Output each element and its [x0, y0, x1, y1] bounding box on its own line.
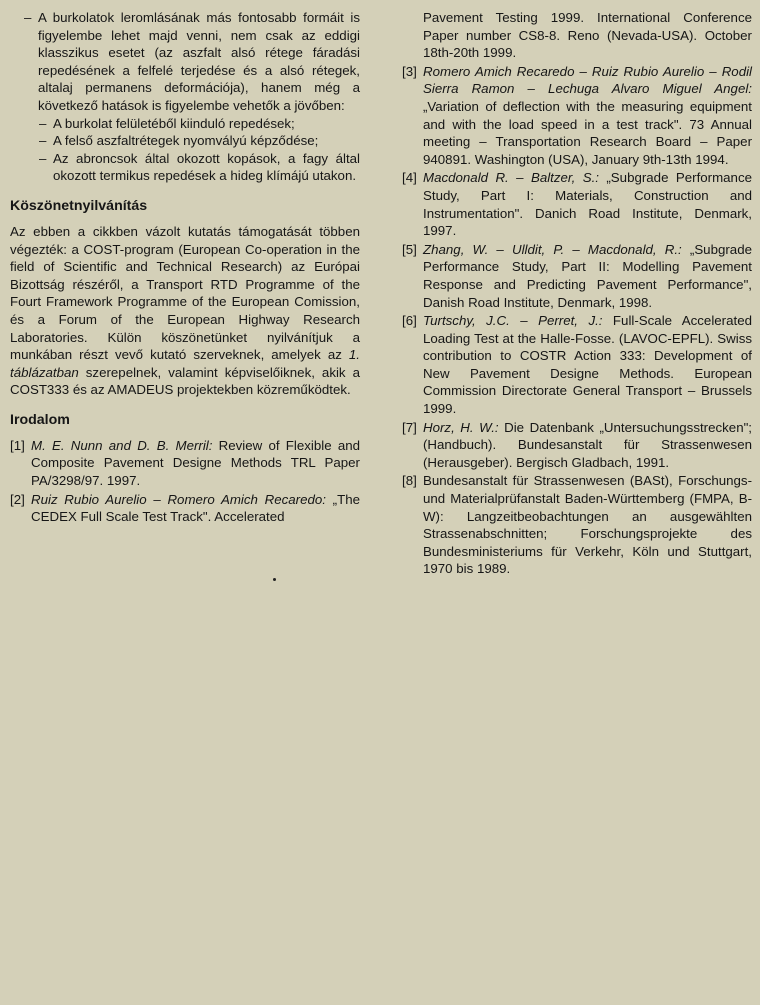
reference-continuation: Pavement Testing 1999. International Conference Paper number CS8-8. Reno (Nevada-USA). October 18th-20th 1999.	[423, 10, 752, 61]
reference-number: [1]	[10, 437, 25, 453]
reference-item	[402, 312, 752, 418]
reference-text: Review of Flexible and Composite Pavement Designe Methods TRL Paper PA/3298/97. 1997.	[31, 437, 361, 489]
reference-text: „Subgrade Performance Study, Part I: Materials, Construction and Instrumentation". Danich Road Institute, Denmark, 1997.	[423, 170, 752, 239]
sub-list-item: – A burkolat felületéből kiinduló repedések;	[10, 115, 360, 133]
left-column	[10, 9, 360, 527]
reference-item	[402, 241, 752, 311]
reference-number: [3]	[402, 63, 417, 79]
acknowledgements-text	[10, 223, 360, 399]
reference-authors: M. E. Nunn and D. B. Merril:	[31, 437, 213, 453]
reference-text: „Subgrade Performance Study, Part II: Modelling Pavement Response and Predicting Pavement Performance", Danish Road Institute, Denmark, 1998.	[423, 241, 752, 310]
reference-item	[402, 169, 752, 239]
reference-text: Bundesanstalt für Strassenwesen (BASt), Forschungs- und Materialprüfanstalt Baden-Württemberg (FMPA, B-W): Langzeitbeobachtungen an ausgewählten Strassenabschnitten; Forschungsprojekte des Bundesministeriums für Verkehr, Köln und Stuttgart, 1970 bis 1989.	[423, 473, 752, 577]
reference-authors: Turtschy, J.C. – Perret, J.:	[423, 313, 603, 329]
references-heading: Irodalom	[10, 411, 70, 428]
reference-number: [4]	[402, 170, 417, 186]
reference-text: „The CEDEX Full Scale Test Track". Accelerated	[31, 491, 360, 525]
reference-number: [6]	[402, 313, 417, 329]
ack-text-part: szerepelnek, valamint képviselőiknek, akik a COST333 és az AMADEUS projektekben közreműködtek.	[10, 364, 360, 398]
reference-item	[402, 63, 752, 169]
reference-item	[402, 419, 752, 472]
sub-list-item: – A felső aszfaltrétegek nyomvályú képződése;	[10, 132, 360, 150]
stray-dot	[273, 578, 276, 581]
ack-italic-ref: 1. táblázatban	[10, 347, 360, 380]
reference-authors: Ruiz Rubio Aurelio – Romero Amich Recaredo:	[31, 491, 326, 507]
sub-list-item: – Az abroncsok által okozott kopások, a fagy által okozott termikus repedések a hideg klímájú utakon.	[10, 150, 360, 185]
reference-number: [5]	[402, 241, 417, 257]
reference-authors: Macdonald R. – Baltzer, S.:	[423, 170, 599, 186]
reference-item	[10, 437, 360, 490]
intro-list-item: – A burkolatok leromlásának más fontosabb formáit is figyelembe lehet majd venni, nem csak az eddigi klasszikus esetet (az aszfalt alsó rétege fáradási repedésének a felfelé terjedése és a alsó rétegek, altalaj permanens deformációja), hanem még a következő hatások is figyelembe vehetők a jövőben:	[10, 9, 360, 115]
reference-authors: Horz, H. W.:	[423, 419, 499, 435]
ack-text-part: Az ebben a cikkben vázolt kutatás támogatását többen végezték: a COST-program (European Co-operation in the field of Scientific and Technical Research) az Európai Bizottság részéről, a Transport RTD Programme of the Fourt Framework Programme of the European Comission, és a Forum of the European Highway Research Laboratories. Külön köszönetünket nyilvánítjuk a munkában részt vevő kutató szerveknek, amelyek az	[10, 223, 360, 363]
reference-number: [8]	[402, 473, 417, 489]
reference-item	[10, 491, 360, 526]
acknowledgements-heading: Köszönetnyilvánítás	[10, 197, 148, 214]
reference-number: [7]	[402, 419, 417, 435]
reference-text: Full-Scale Accelerated Loading Test at the Halle-Fosse. (LAVOC-EPFL). Swiss contribution to COSTR Action 333: Development of New Pavement Designe Methods. European Commission Directorate General Transport – Brussels 1999.	[423, 313, 752, 417]
right-column	[402, 9, 752, 579]
reference-text: Die Datenbank „Untersuchungsstrecken"; (Handbuch). Bundesanstalt für Strassenwesen (Herausgeber). Bergisch Gladbach, 1991.	[423, 419, 752, 470]
reference-text: „Variation of deflection with the measuring equipment and with the load speed in a test track". 73 Annual meeting – Transportation Research Board – Paper 940891. Washington (USA), January 9th-13th 1994.	[423, 98, 752, 167]
reference-number: [2]	[10, 491, 25, 507]
reference-authors: Zhang, W. – Ulldit, P. – Macdonald, R.:	[423, 241, 682, 257]
reference-item	[402, 472, 752, 578]
reference-authors: Romero Amich Recaredo – Ruiz Rubio Aurelio – Rodil Sierra Ramon – Lechuga Alvaro Miguel Angel:	[423, 63, 752, 97]
